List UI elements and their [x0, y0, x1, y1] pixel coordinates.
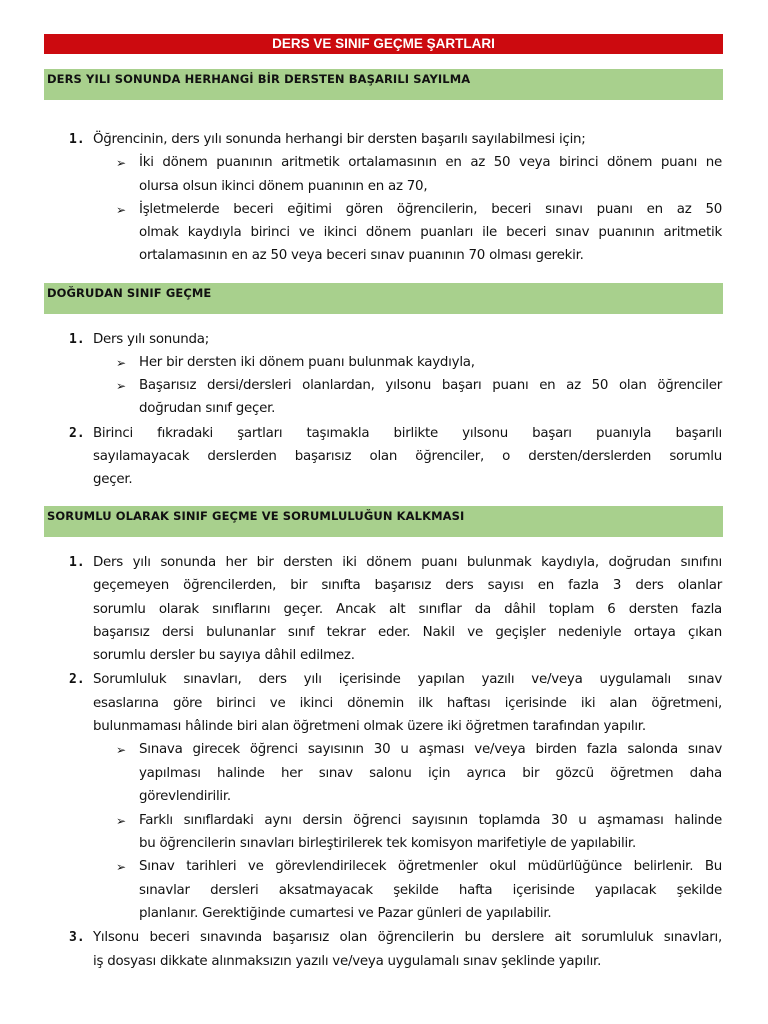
bullet-line: görevlendirilir. [139, 789, 231, 804]
bullet-line: ortalamasının en az 50 veya beceri sınav puanının 70 olması gerekir. [139, 248, 584, 263]
bullet-line: Başarısız dersi/dersleri olanlardan, yılsonu başarı puanı en az 50 olan öğrenciler [139, 378, 722, 393]
item-number: 1. [69, 132, 85, 147]
item-number: 2. [69, 672, 85, 687]
arrow-bullet-icon: ➢ [116, 743, 127, 757]
bullet-line: olursa olsun ikinci dönem puanının en az 70, [139, 179, 428, 194]
item-number: 3. [69, 930, 85, 945]
arrow-bullet-icon: ➢ [116, 356, 127, 370]
item-line: Sorumluluk sınavları, ders yılı içerisinde yapılan yazılı ve/veya uygulamalı sınav [93, 672, 722, 687]
bullet-line: Sınava girecek öğrenci sayısının 30 u aşması ve/veya birden fazla salonda sınav [139, 742, 722, 757]
item-number: 1. [69, 332, 85, 347]
arrow-bullet-icon: ➢ [116, 156, 127, 170]
section-heading-3: SORUMLU OLARAK SINIF GEÇME VE SORUMLULUĞUN KALKMASI [44, 506, 723, 537]
bullet-line: doğrudan sınıf geçer. [139, 401, 276, 416]
arrow-bullet-icon: ➢ [116, 203, 127, 217]
bullet-line: olmak kaydıyla birinci ve ikinci dönem puanları ile beceri sınav puanının aritmetik [139, 225, 722, 240]
item-line: Yılsonu beceri sınavında başarısız olan öğrencilerin bu derslere ait sorumluluk sınavları, [93, 930, 722, 945]
bullet-line: yapılması halinde her sınav salonu için ayrıca bir gözcü öğretmen daha [139, 766, 722, 781]
item-line: geçemeyen öğrencilerden, bir sınıfta başarısız ders sayısı en fazla 3 ders olanlar [93, 578, 722, 593]
item-line: sayılamayacak derslerden başarısız olan öğrenciler, o dersten/derslerden sorumlu [93, 449, 722, 464]
section-heading-2: DOĞRUDAN SINIF GEÇME [44, 283, 723, 314]
bullet-line: sınavlar dersleri aksatmayacak şekilde hafta içerisinde yapılacak şekilde [139, 883, 722, 898]
item-line: başarısız dersi bulunanlar sınıf tekrar eder. Nakil ve geçişler nedeniyle ortaya çıkan [93, 625, 722, 640]
bullet-line: Farklı sınıflardaki aynı dersin öğrenci sayısının toplamda 30 u aşmaması halinde [139, 813, 722, 828]
arrow-bullet-icon: ➢ [116, 379, 127, 393]
item-text: Ders yılı sonunda; [93, 332, 209, 347]
item-line: sorumlu olarak sınıflarını geçer. Ancak alt sınıflar da dâhil toplam 6 dersten fazla [93, 602, 722, 617]
item-number: 2. [69, 426, 85, 441]
arrow-bullet-icon: ➢ [116, 814, 127, 828]
arrow-bullet-icon: ➢ [116, 860, 127, 874]
item-text: Öğrencinin, ders yılı sonunda herhangi bir dersten başarılı sayılabilmesi için; [93, 132, 586, 147]
item-line: bulunmaması hâlinde biri alan öğretmeni olmak üzere iki öğretmen tarafından yapılır. [93, 719, 646, 734]
bullet-line: Her bir dersten iki dönem puanı bulunmak kaydıyla, [139, 355, 475, 370]
item-line: iş dosyası dikkate alınmaksızın yazılı ve/veya uygulamalı sınav şeklinde yapılır. [93, 954, 602, 969]
item-number: 1. [69, 555, 85, 570]
bullet-line: İki dönem puanının aritmetik ortalamasının en az 50 veya birinci dönem puanı ne [139, 155, 722, 170]
item-line: esaslarına göre birinci ve ikinci dönemin ilk haftası içerisinde iki alan öğretmeni, [93, 696, 722, 711]
item-line: Birinci fıkradaki şartları taşımakla birlikte yılsonu başarı puanıyla başarılı [93, 426, 722, 441]
bullet-line: İşletmelerde beceri eğitimi gören öğrencilerin, beceri sınavı puanı en az 50 [139, 202, 722, 217]
bullet-line: planlanır. Gerektiğinde cumartesi ve Pazar günleri de yapılabilir. [139, 906, 552, 921]
bullet-line: Sınav tarihleri ve görevlendirilecek öğretmenler okul müdürlüğünce belirlenir. Bu [139, 859, 722, 874]
section-heading-1: DERS YILI SONUNDA HERHANGİ BİR DERSTEN BAŞARILI SAYILMA [44, 69, 723, 100]
bullet-line: bu öğrencilerin sınavları birleştirilerek tek komisyon marifetiyle de yapılabilir. [139, 836, 636, 851]
item-line: Ders yılı sonunda her bir dersten iki dönem puanı bulunmak kaydıyla, doğrudan sınıfını [93, 555, 722, 570]
item-line: sorumlu dersler bu sayıya dâhil edilmez. [93, 648, 355, 663]
document-title: DERS VE SINIF GEÇME ŞARTLARI [44, 34, 723, 54]
item-line: geçer. [93, 472, 133, 487]
